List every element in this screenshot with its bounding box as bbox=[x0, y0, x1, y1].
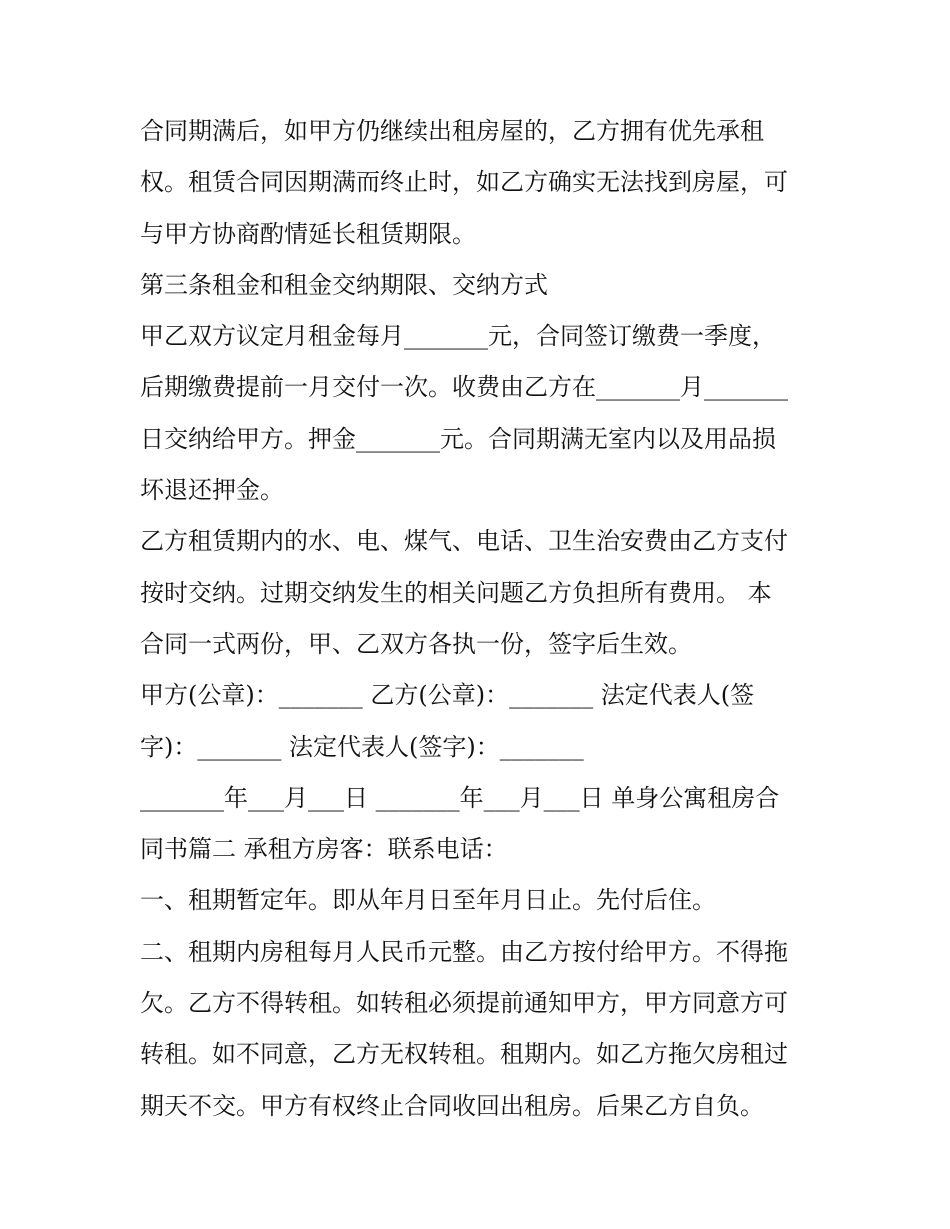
text-line: 日交纳给甲方。押金_______元。合同期满无室内以及用品损 bbox=[140, 424, 776, 453]
clause-line: 一、租期暂定年。即从年月日至年月日止。先付后住。 bbox=[140, 886, 716, 915]
text-line: 权。租赁合同因期满而终止时，如乙方确实无法找到房屋，可 bbox=[140, 168, 788, 197]
text-line: 合同期满后，如甲方仍继续出租房屋的，乙方拥有优先承租 bbox=[140, 117, 764, 145]
clause-line: 二、租期内房租每月人民币元整。由乙方按付给甲方。不得拖 bbox=[140, 937, 788, 966]
section-heading: 第三条租金和租金交纳期限、交纳方式 bbox=[140, 270, 548, 299]
text-line: 乙方租赁期内的水、电、煤气、电话、卫生治安费由乙方支付 bbox=[140, 527, 788, 556]
signature-line: 字)：_______ 法定代表人(签字)：_______ bbox=[140, 732, 584, 761]
text-line: 欠。乙方不得转租。如转租必须提前通知甲方，甲方同意方可 bbox=[140, 989, 788, 1018]
text-line: 后期缴费提前一月交付一次。收费由乙方在_______月_______ bbox=[140, 373, 788, 402]
text-line: 按时交纳。过期交纳发生的相关问题乙方负担所有费用。 本 bbox=[140, 578, 772, 607]
text-line: 期天不交。甲方有权终止合同收回出租房。后果乙方自负。 bbox=[140, 1091, 764, 1120]
signature-line: 甲方(公章)：_______ 乙方(公章)：_______ 法定代表人(签 bbox=[140, 681, 755, 710]
text-line: 坏退还押金。 bbox=[140, 476, 284, 505]
text-line: 同书篇二 承租方房客：联系电话： bbox=[140, 835, 508, 864]
text-line: 与甲方协商酌情延长租赁期限。 bbox=[140, 219, 476, 248]
text-line: 合同一式两份，甲、乙双方各执一份，签字后生效。 bbox=[140, 629, 692, 658]
text-line: 转租。如不同意，乙方无权转租。租期内。如乙方拖欠房租过 bbox=[140, 1040, 788, 1069]
date-line: _______年___月___日 _______年___月___日 单身公寓租房合 bbox=[140, 783, 780, 812]
contract-text bbox=[140, 106, 820, 1132]
text-line: 甲乙双方议定月租金每月_______元，合同签订缴费一季度， bbox=[140, 322, 776, 351]
